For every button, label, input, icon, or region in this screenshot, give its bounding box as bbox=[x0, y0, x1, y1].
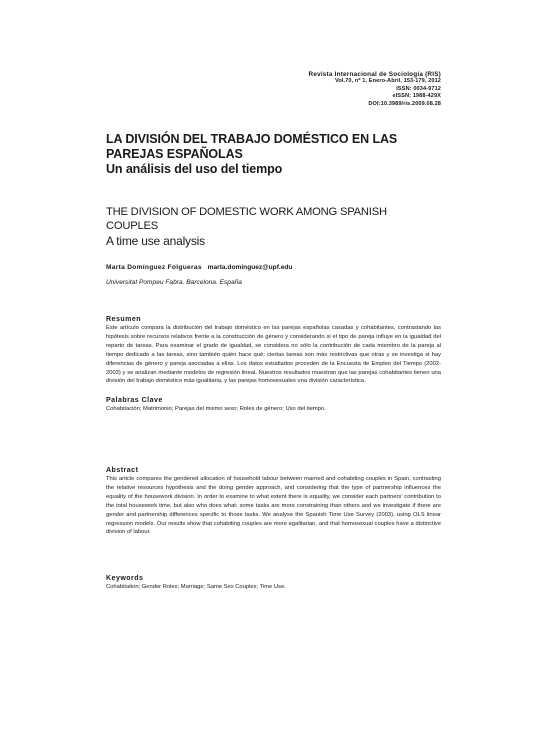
journal-volume: Vol.70, nº 1, Enero-Abril, 153-179, 2012 bbox=[334, 78, 441, 85]
keywords-heading: Keywords bbox=[106, 575, 144, 582]
title-english bbox=[106, 205, 441, 248]
palabras-clave-text: Cohabitación; Matrimonio; Parejas del mismo sexo; Roles de género; Uso del tiempo. bbox=[106, 406, 326, 412]
title-english-subtitle: A time use analysis bbox=[106, 234, 205, 248]
abstract-section bbox=[106, 466, 441, 537]
palabras-clave-section bbox=[106, 396, 441, 414]
resumen-section bbox=[106, 315, 441, 386]
abstract-text: This article compares the gendered allocation of household labour between married and cohabiting couples in Spain, contrasting the relative resources hypothesis and the doing gender approach, and considering that the type of partnership influences the equality of the housework division. In order to examine to what extent there is equality, we consider each partners' contribution to the total housework time, but also who does what: some tasks are more constraining than others and we investigate if there are gender and partnership differences specific to those tasks. We analyse the Spanish Time Use Survey (2003), using OLS linear regression models. Our results show that cohabiting couples are more egalitarian, and that homosexual couples have a distinctive division of labour. bbox=[106, 476, 441, 536]
keywords-section bbox=[106, 574, 441, 592]
author-email: marta.dominguez@upf.edu bbox=[207, 264, 293, 271]
title-english-main: THE DIVISION OF DOMESTIC WORK AMONG SPANISH COUPLES bbox=[106, 206, 387, 232]
abstract-heading: Abstract bbox=[106, 467, 139, 474]
author-affiliation: Universitat Pompeu Fabra. Barcelona. España bbox=[106, 279, 242, 286]
author-line bbox=[106, 263, 441, 272]
resumen-text: Este artículo compara la distribución del trabajo doméstico en las parejas españolas casadas y cohabitantes, contrastando las hipótesis sobre recursos relativos frente a la construcción de género y considerando si el tipo de pareja influye en la igualdad del reparto de tareas. Para examinar el grado de igualdad, se considera no sólo la contribución de cada miembro de la pareja al tiempo dedicado a las tareas, sino también quién hace qué: ciertas tareas son más restrictivas que otras y se investiga si hay diferencias de género y pareja asociadas a ellas. Los datos estudiados proceden de la Encuesta de Empleo del Tiempo (2002-2003) y se analizan mediante modelos de regresión lineal. Nuestros resultados muestran que las parejas cohabitantes tienen una división del trabajo doméstico más igualitaria, y las parejas homosexuales una división característica. bbox=[106, 325, 441, 385]
journal-doi: DOI:10.3989/ris.2009.08.28 bbox=[368, 100, 441, 107]
journal-title: Revista Internacional de Sociología (RIS) bbox=[308, 71, 441, 78]
journal-header bbox=[309, 71, 442, 108]
title-spanish-subtitle: Un análisis del uso del tiempo bbox=[106, 162, 283, 176]
title-spanish bbox=[106, 132, 441, 177]
title-spanish-main: LA DIVISIÓN DEL TRABAJO DOMÉSTICO EN LAS PAREJAS ESPAÑOLAS bbox=[106, 132, 398, 161]
author-name: Marta Domínguez Folgueras bbox=[106, 264, 202, 271]
journal-issn: ISSN: 0034-9712 bbox=[396, 85, 441, 92]
keywords-text: Cohabitation; Gender Roles; Marriage; Same Sex Couples; Time Use. bbox=[106, 584, 286, 590]
resumen-heading: Resumen bbox=[106, 316, 142, 323]
journal-eissn: eISSN: 1988-429X bbox=[392, 93, 441, 100]
palabras-clave-heading: Palabras Clave bbox=[106, 397, 163, 404]
